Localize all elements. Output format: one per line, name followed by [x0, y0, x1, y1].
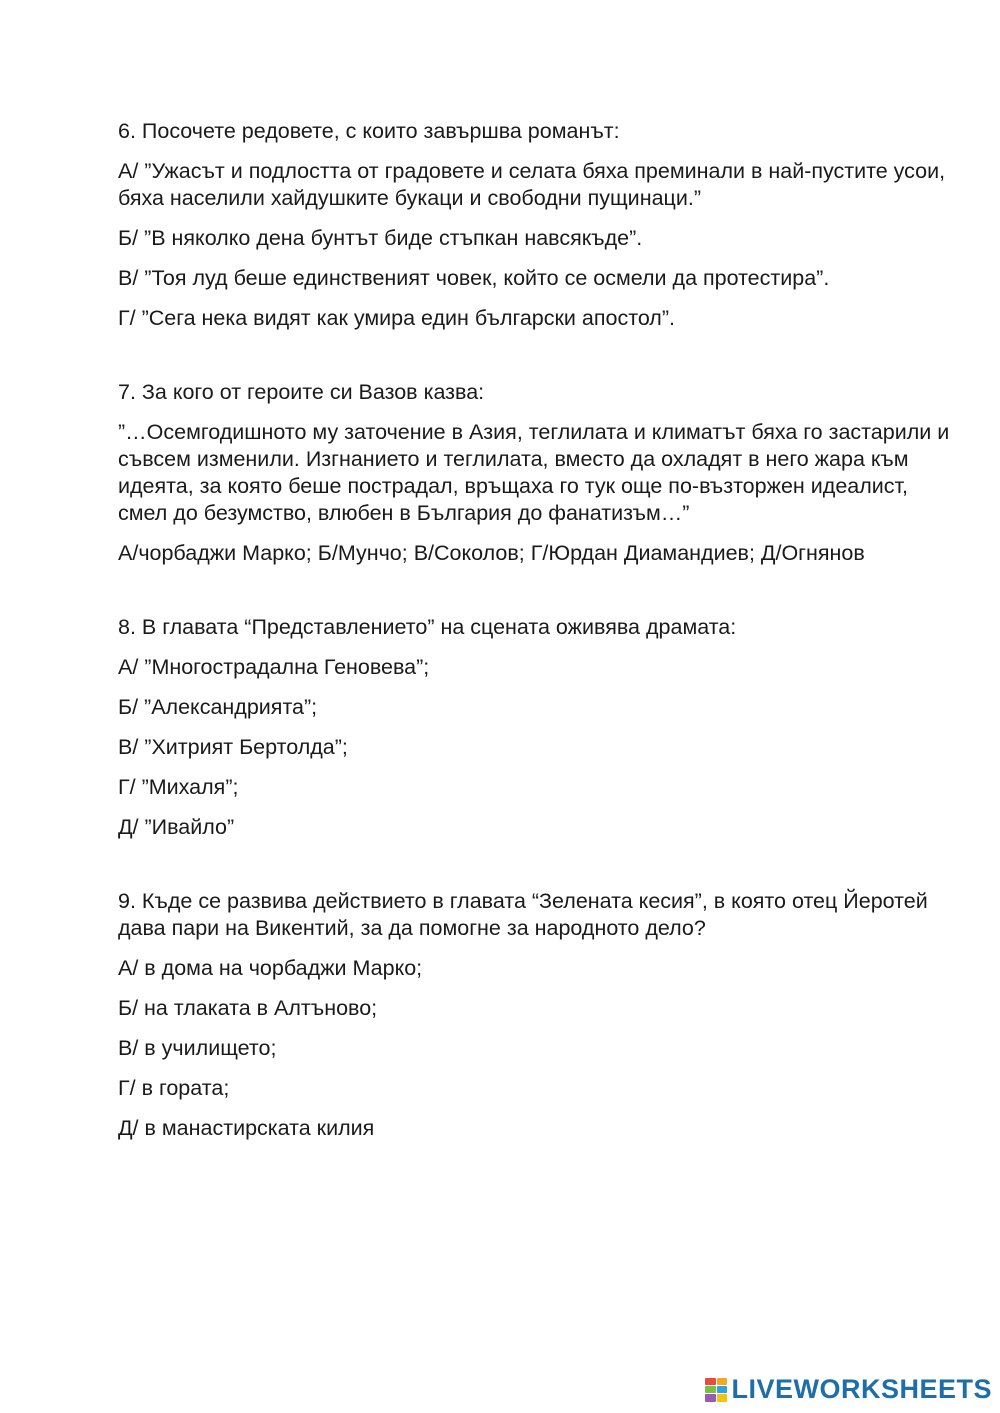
option-c: В/ ”Хитрият Бертолда”; [118, 735, 348, 759]
logo-mark-icon [705, 1378, 727, 1402]
option-b: Б/ на тлаката в Алтъново; [118, 996, 378, 1020]
option-b: Б/ ”Александрията”; [118, 695, 318, 719]
option-a: А/ ”Ужасът и подлостта от градовете и селата бяха преминали в най-пустите усои, бяха населили хайдушките букаци и свободни пущинаци.” [118, 159, 946, 210]
question-title: 7. За кого от героите си Вазов казва: [118, 380, 485, 404]
question-7 [118, 379, 953, 567]
option-e: Д/ в манастирската килия [118, 1116, 375, 1140]
question-8 [118, 614, 953, 841]
option-d: Г/ ”Сега нека видят как умира един български апостол”. [118, 306, 675, 330]
option-a: А/ ”Многострадална Геновева”; [118, 655, 430, 679]
question-6 [118, 118, 953, 332]
logo-block [705, 1378, 716, 1385]
option-c: В/ ”Тоя луд беше единственият човек, който се осмели да протестира”. [118, 266, 830, 290]
logo-text: LIVEWORKSHEETS [731, 1374, 992, 1404]
question-9 [118, 888, 953, 1142]
logo-block [717, 1386, 728, 1393]
question-quote: ”…Осемгодишното му заточение в Азия, теглилата и климатът бяха го застарили и съвсем изменили. Изгнанието и теглилата, вместо да охладят в него жара към идеята, за която беше пострадал, връщаха го тук още по-възторжен идеалист, смел до безумство, влюбен в България до фанатизъм…” [118, 420, 950, 525]
liveworksheets-logo [705, 1374, 992, 1405]
question-title: 6. Посочете редовете, с които завършва романът: [118, 119, 620, 143]
logo-block [705, 1394, 716, 1401]
question-title: 8. В главата “Представлението” на сцената оживява драмата: [118, 615, 737, 639]
option-b: Б/ ”В няколко дена бунтът биде стъпкан навсякъде”. [118, 226, 643, 250]
question-title: 9. Къде се развива действието в главата “Зелената кесия”, в която отец Йеротей дава пари на Викентий, за да помогне за народното дело? [118, 889, 928, 940]
logo-block [705, 1386, 716, 1393]
option-e: Д/ ”Ивайло” [118, 815, 235, 839]
option-a: А/ в дома на чорбаджи Марко; [118, 956, 423, 980]
logo-block [717, 1378, 728, 1385]
option-d: Г/ в гората; [118, 1076, 230, 1100]
option-c: В/ в училището; [118, 1036, 277, 1060]
worksheet-page [118, 118, 953, 1155]
option-d: Г/ ”Михаля”; [118, 775, 239, 799]
logo-block [717, 1394, 728, 1401]
answer-choices: А/чорбаджи Марко; Б/Мунчо; В/Соколов; Г/Юрдан Диамандиев; Д/Огнянов [118, 541, 865, 565]
